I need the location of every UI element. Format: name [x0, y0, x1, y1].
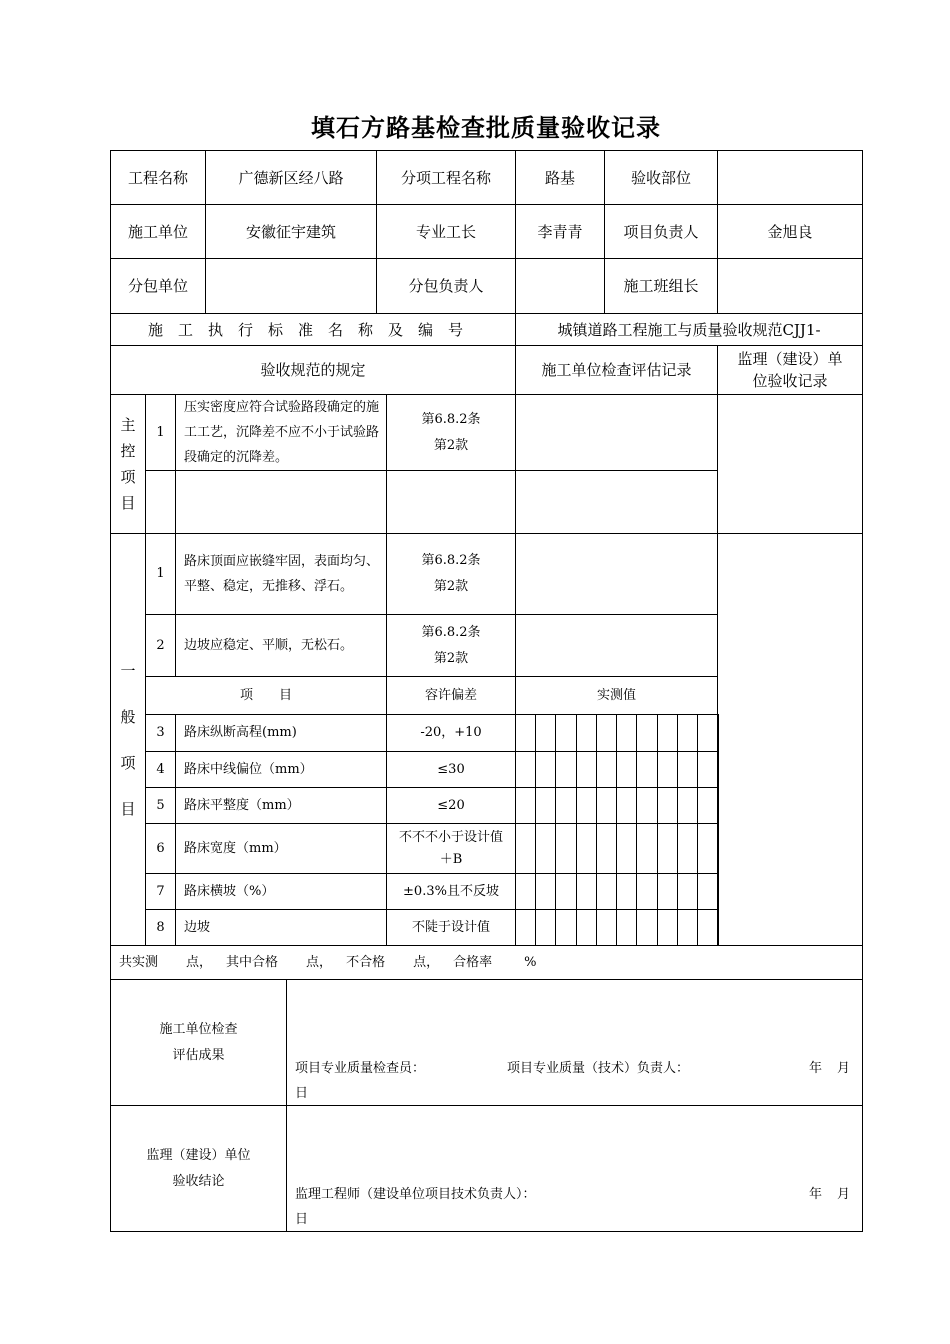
sub-lead-label: 分包负责人 — [376, 258, 516, 314]
part-label: 验收部位 — [604, 150, 718, 205]
main-supervisor-cell — [717, 394, 863, 534]
main-item-clause1: 第6.8.2条 — [421, 411, 481, 427]
general-item-clause1: 第6.8.2条 — [421, 553, 481, 568]
main-item-eval — [515, 394, 718, 471]
measured-value-cell — [515, 909, 536, 946]
spec-header: 验收规范的规定 — [110, 345, 516, 395]
supervisor-result-cell — [286, 1105, 863, 1232]
general-label — [110, 533, 146, 946]
sub-lead-value — [515, 258, 605, 314]
measured-value-cell — [515, 714, 536, 752]
measured-value-cell — [697, 787, 719, 824]
general-supervisor-cell — [717, 533, 863, 946]
measure-row-no: 7 — [145, 873, 176, 910]
measured-value-cell — [677, 787, 698, 824]
general-item-text: 边坡应稳定、平顺，无松石。 — [175, 614, 387, 677]
measure-row-item: 路床平整度（mm） — [175, 787, 387, 824]
supervisor-day-label: 日 — [295, 1212, 309, 1227]
summary-total: 共实测 — [119, 954, 159, 970]
summary-fail: 不合格 — [346, 954, 386, 970]
main-empty-no — [145, 470, 176, 534]
measured-value-cell — [657, 909, 678, 946]
general-char: 般 — [120, 707, 136, 726]
main-empty-clause — [386, 470, 516, 534]
measured-value-cell — [576, 714, 597, 752]
measured-value-cell — [596, 714, 617, 752]
measure-row-item: 路床纵断高程(mm) — [175, 714, 387, 752]
measured-value-cell — [515, 787, 536, 824]
measured-value-cell — [535, 751, 556, 788]
supervisor-header-line2: 位验收记录 — [752, 372, 828, 390]
measured-value-cell — [677, 714, 698, 752]
contractor-label: 施工单位 — [110, 204, 206, 259]
project-name-value: 广德新区经八路 — [205, 150, 377, 205]
measured-value-cell — [657, 823, 678, 874]
supervisor-month-label: 月 — [837, 1187, 851, 1202]
sub-label: 分包单位 — [110, 258, 206, 314]
general-char: 项 — [120, 753, 136, 772]
measured-value-cell — [657, 714, 678, 752]
measured-value-cell — [636, 714, 658, 752]
measured-value-cell — [697, 714, 719, 752]
measure-row-no: 8 — [145, 909, 176, 946]
summary-points-2: 点， — [306, 954, 333, 970]
summary-row — [110, 945, 863, 980]
measured-value-cell — [535, 873, 556, 910]
measured-value-cell — [657, 751, 678, 788]
general-item-clause — [386, 614, 516, 677]
general-item-eval — [515, 614, 718, 677]
measured-value-cell — [555, 751, 577, 788]
main-item-clause2: 第2款 — [433, 437, 469, 453]
main-empty-eval — [515, 470, 718, 534]
supervising-engineer-label: 监理工程师（建设单位项目技术负责人）： — [295, 1187, 536, 1202]
measured-value-cell — [535, 787, 556, 824]
supervisor-result-label-1: 监理（建设）单位 — [146, 1147, 251, 1163]
supervisor-year-label: 年 — [809, 1187, 823, 1202]
measured-value-cell — [636, 751, 658, 788]
team-leader-label: 施工班组长 — [604, 258, 718, 314]
measured-value-cell — [677, 823, 698, 874]
general-item-no: 2 — [145, 614, 176, 677]
general-item-clause1: 第6.8.2条 — [421, 624, 481, 640]
general-item-clause2: 第2款 — [433, 579, 469, 594]
measured-value-cell — [636, 873, 658, 910]
measure-row-no: 4 — [145, 751, 176, 788]
measure-row-no: 3 — [145, 714, 176, 752]
measured-value-cell — [616, 873, 637, 910]
main-control-char: 目 — [120, 494, 136, 512]
measured-value-cell — [535, 909, 556, 946]
measured-value-cell — [596, 873, 617, 910]
measured-value-cell — [636, 823, 658, 874]
measured-value-cell — [657, 873, 678, 910]
contractor-result-label-2: 评估成果 — [172, 1047, 225, 1063]
measured-value-cell — [677, 751, 698, 788]
measured-value-cell — [697, 751, 719, 788]
general-char: 目 — [120, 799, 136, 818]
standard-value: 城镇道路工程施工与质量验收规范CJJ1- — [515, 313, 863, 346]
contractor-value: 安徽征宇建筑 — [205, 204, 377, 259]
supervisor-header — [717, 345, 863, 395]
measured-value-cell — [555, 787, 577, 824]
general-item-eval — [515, 533, 718, 615]
general-item-text: 路床顶面应嵌缝牢固，表面均匀、平整、稳定，无推移、浮石。 — [175, 533, 387, 615]
measured-value-cell — [596, 787, 617, 824]
measure-row-tolerance: 不不不小于设计值＋B — [386, 823, 516, 874]
measured-value-cell — [616, 909, 637, 946]
measured-value-cell — [596, 751, 617, 788]
measured-value-cell — [596, 909, 617, 946]
measured-value-cell — [697, 823, 719, 874]
measured-value-cell — [515, 873, 536, 910]
measure-row-item: 路床横坡（%） — [175, 873, 387, 910]
contractor-month-label: 月 — [837, 1061, 851, 1076]
measured-value-cell — [616, 787, 637, 824]
supervisor-result-label-2: 验收结论 — [172, 1173, 225, 1189]
sub-value — [205, 258, 377, 314]
main-control-char: 项 — [120, 468, 136, 486]
general-char: 一 — [120, 661, 136, 680]
contractor-result-label-1: 施工单位检查 — [159, 1021, 238, 1037]
quality-inspector-label: 项目专业质量检查员： — [295, 1061, 426, 1076]
team-leader-value — [717, 258, 863, 314]
measured-value-cell — [636, 787, 658, 824]
main-item-clause — [386, 394, 516, 471]
standard-label: 施工执行标准名称及编号 — [110, 313, 516, 346]
measured-value-cell — [515, 823, 536, 874]
contractor-eval-header: 施工单位检查评估记录 — [515, 345, 718, 395]
measured-value-cell — [657, 787, 678, 824]
measure-tolerance-header: 容许偏差 — [386, 676, 516, 715]
quality-tech-lead-label: 项目专业质量（技术）负责人： — [507, 1061, 690, 1076]
general-item-clause — [386, 533, 516, 615]
measure-row-item: 边坡 — [175, 909, 387, 946]
general-item-no: 1 — [145, 533, 176, 615]
main-item-text: 压实密度应符合试验路段确定的施工工艺，沉降差不应不小于试验路段确定的沉降差。 — [175, 394, 387, 471]
summary-points-1: 点， — [186, 954, 213, 970]
measured-value-cell — [555, 714, 577, 752]
main-control-char: 控 — [120, 442, 136, 460]
measure-row-tolerance: ≤30 — [386, 751, 516, 788]
measured-value-cell — [697, 909, 719, 946]
foreman-value: 李青青 — [515, 204, 605, 259]
measured-value-cell — [576, 823, 597, 874]
measured-value-cell — [535, 823, 556, 874]
measured-value-cell — [555, 823, 577, 874]
part-value — [717, 150, 863, 205]
measure-row-item: 路床宽度（mm） — [175, 823, 387, 874]
summary-percent: % — [524, 954, 537, 970]
measured-value-cell — [636, 909, 658, 946]
measured-value-cell — [616, 823, 637, 874]
measured-value-cell — [616, 751, 637, 788]
page-title: 填石方路基检查批质量验收记录 — [311, 114, 661, 142]
measure-measured-header: 实测值 — [515, 676, 718, 715]
summary-rate: 合格率 — [453, 954, 493, 970]
measured-value-cell — [576, 873, 597, 910]
measured-value-cell — [576, 909, 597, 946]
measured-value-cell — [596, 823, 617, 874]
measured-value-cell — [515, 751, 536, 788]
main-control-label — [110, 394, 146, 534]
foreman-label: 专业工长 — [376, 204, 516, 259]
main-item-no: 1 — [145, 394, 176, 471]
measure-row-tolerance: ≤20 — [386, 787, 516, 824]
project-name-label: 工程名称 — [110, 150, 206, 205]
measured-value-cell — [555, 873, 577, 910]
contractor-result-label — [110, 979, 287, 1106]
subitem-label: 分项工程名称 — [376, 150, 516, 205]
measure-row-item: 路床中线偏位（mm） — [175, 751, 387, 788]
contractor-year-label: 年 — [809, 1061, 823, 1076]
measure-item-header: 项 目 — [145, 676, 387, 715]
measured-value-cell — [616, 714, 637, 752]
measure-row-tolerance: 不陡于设计值 — [386, 909, 516, 946]
measured-value-cell — [535, 714, 556, 752]
supervisor-result-label — [110, 1105, 287, 1232]
measured-value-cell — [697, 873, 719, 910]
general-item-clause2: 第2款 — [433, 650, 469, 666]
measure-row-tolerance: -20，+10 — [386, 714, 516, 752]
summary-points-3: 点， — [413, 954, 440, 970]
subitem-value: 路基 — [515, 150, 605, 205]
main-empty-text — [175, 470, 387, 534]
summary-pass: 其中合格 — [226, 954, 279, 970]
measured-value-cell — [576, 751, 597, 788]
supervisor-header-line1: 监理（建设）单 — [737, 350, 843, 368]
contractor-day-label: 日 — [295, 1086, 309, 1101]
measure-row-no: 6 — [145, 823, 176, 874]
measured-value-cell — [576, 787, 597, 824]
measured-value-cell — [677, 909, 698, 946]
measure-row-no: 5 — [145, 787, 176, 824]
contractor-result-cell — [286, 979, 863, 1106]
measured-value-cell — [677, 873, 698, 910]
measure-row-tolerance: ±0.3%且不反坡 — [386, 873, 516, 910]
measured-value-cell — [555, 909, 577, 946]
pm-label: 项目负责人 — [604, 204, 718, 259]
pm-value: 金旭良 — [717, 204, 863, 259]
main-control-char: 主 — [120, 416, 136, 434]
